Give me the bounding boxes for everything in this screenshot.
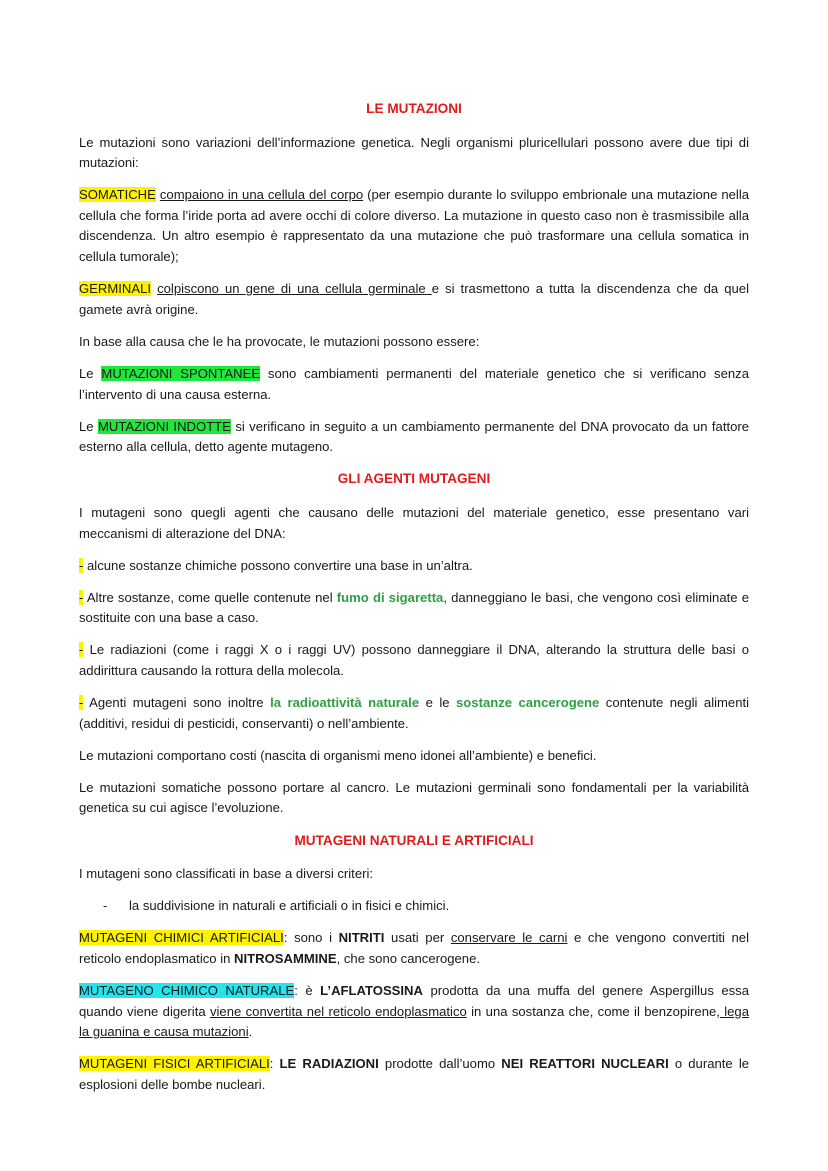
bullet-agenti: - Agenti mutageni sono inoltre la radioattività naturale e le sostanze cancerogene contenute negli alimenti (additivi, residui di pesticidi, conservanti) o nell’ambiente.: [79, 695, 750, 731]
section-heading-naturali: MUTAGENI NATURALI E ARTIFICIALI: [294, 832, 534, 848]
section-heading-agenti: GLI AGENTI MUTAGENI: [337, 471, 491, 487]
dash-marker: -: [79, 695, 84, 711]
agenti-intro-paragraph: I mutageni sono quegli agenti che causano delle mutazioni del materiale genetico, esse presentano vari meccanismi di alterazione del DNA:: [79, 504, 749, 541]
base-causa-paragraph: In base alla causa che le ha provocate, le mutazioni possono essere:: [79, 333, 480, 349]
indotte-term: MUTAZIONI INDOTTE: [97, 418, 231, 434]
somatiche-text: (per esempio durante lo sviluppo embrionale una mutazione nella cellula che forma l’iride porta ad avere occhi di colore diverso. La mutazione in questo caso non è trasmissibile alla discendenza. Un altro esempio è rappresentato da una mutazione che può trasformare una cellula somatica in cellula tumorale);: [79, 187, 750, 265]
criteri-paragraph: I mutageni sono classificati in base a diversi criteri:: [79, 866, 374, 882]
costi-paragraph: Le mutazioni comportano costi (nascita di organismi meno idonei all’ambiente) e benefici.: [79, 747, 597, 763]
germinali-underlined: colpiscono un gene di una cellula germinale: [157, 281, 432, 297]
bullet-sostanze: - Altre sostanze, come quelle contenute nel fumo di sigaretta, danneggiano le basi, che vengono così eliminate e sostituite con una base a caso.: [79, 589, 749, 626]
green-term-cancerogene: sostanze cancerogene: [456, 695, 600, 711]
spontanee-term: MUTAZIONI SPONTANEE: [101, 365, 261, 381]
dash-marker: -: [79, 589, 84, 605]
somatiche-term: SOMATICHE: [79, 187, 156, 203]
cancro-paragraph: Le mutazioni somatiche possono portare al cancro. Le mutazioni germinali sono fondamentali per la variabilità genetica su cui agisce l’evoluzione.: [79, 779, 749, 816]
green-term-radioattivita: la radioattività naturale: [270, 695, 420, 711]
somatiche-paragraph: [79, 185, 749, 267]
chimico-naturale-term: MUTAGENO CHIMICO NATURALE: [79, 983, 295, 998]
document-page: [79, 99, 749, 1107]
germinali-text: e si trasmettono a tutta la discendenza che da quel gamete avrà origine.: [79, 281, 749, 317]
list-dash: -: [103, 898, 108, 914]
list-item: [79, 896, 749, 917]
dash-marker: -: [79, 642, 84, 658]
germinali-paragraph: [79, 279, 749, 320]
dash-marker: -: [79, 557, 84, 573]
chimici-artificiali-paragraph: MUTAGENI CHIMICI ARTIFICIALI: sono i NITRITI usati per conservare le carni e che vengono convertiti nel reticolo endoplasmatico in NITROSAMMINE, che sono cancerogene.: [79, 930, 749, 966]
spontanee-paragraph: Le MUTAZIONI SPONTANEE sono cambiamenti permanenti del materiale genetico che si verificano senza l’intervento di una causa esterna.: [79, 365, 749, 402]
fisici-artificiali-term: MUTAGENI FISICI ARTIFICIALI: [79, 1056, 270, 1072]
germinali-term: GERMINALI: [79, 281, 152, 297]
chimici-artificiali-term: MUTAGENI CHIMICI ARTIFICIALI: [79, 930, 284, 946]
bullet-chimiche: - alcune sostanze chimiche possono convertire una base in un’altra.: [79, 557, 473, 573]
fisici-artificiali-paragraph: MUTAGENI FISICI ARTIFICIALI: LE RADIAZIONI prodotte dall’uomo NEI REATTORI NUCLEARI o durante le esplosioni delle bombe nucleari.: [79, 1056, 750, 1092]
page-title: LE MUTAZIONI: [366, 101, 462, 116]
intro-paragraph: Le mutazioni sono variazioni dell’informazione genetica. Negli organismi pluricellulari possono avere due tipi di mutazioni:: [79, 134, 749, 171]
list-item-text: la suddivisione in naturali e artificiali o in fisici e chimici.: [129, 898, 450, 914]
indotte-paragraph: Le MUTAZIONI INDOTTE si verificano in seguito a un cambiamento permanente del DNA provocato da un fattore esterno alla cellula, detto agente mutageno.: [79, 418, 750, 455]
green-term-fumo: fumo di sigaretta: [336, 589, 444, 605]
chimico-naturale-paragraph: MUTAGENO CHIMICO NATURALE: è L’AFLATOSSINA prodotta da una muffa del genere Aspergillus essa quando viene digerita viene convertita nel reticolo endoplasmatico in una sostanza che, come il benzopirene, lega la guanina e causa mutazioni.: [79, 983, 750, 1040]
bullet-radiazioni: - Le radiazioni (come i raggi X o i raggi UV) possono danneggiare il DNA, alterando la struttura delle basi o addirittura causando la rottura della molecola.: [79, 642, 749, 678]
somatiche-underlined: compaiono in una cellula del corpo: [159, 187, 364, 203]
